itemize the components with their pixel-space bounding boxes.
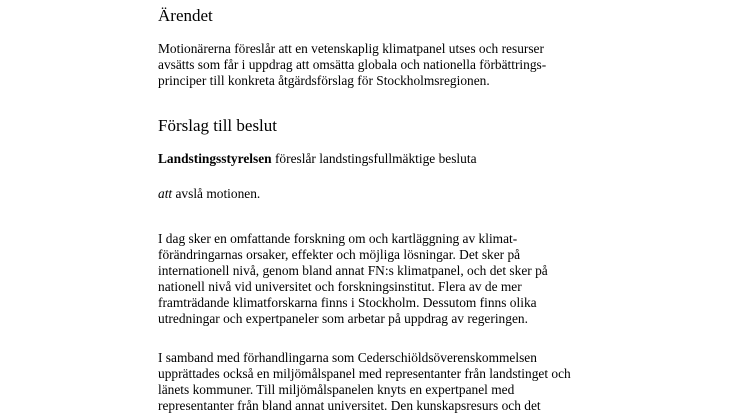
att-word: att xyxy=(158,186,173,201)
att-text: avslå motionen. xyxy=(172,186,261,201)
arendet-line: principer till konkreta åtgärdsförslag för Stockholmsregionen. xyxy=(158,73,490,88)
paragraph-line: upprättades också en miljömålspanel med representanter från landstinget och xyxy=(158,366,571,381)
heading-forslag-till-beslut: Förslag till beslut xyxy=(158,116,277,135)
arendet-line: Motionärerna föreslår att en vetenskaplig klimatpanel utses och resurser xyxy=(158,41,544,56)
decision-text: föreslår landstingsfullmäktige besluta xyxy=(271,151,477,166)
decision-line xyxy=(158,151,477,167)
paragraph-line: internationell nivå, genom bland annat FN:s klimatpanel, och det sker på xyxy=(158,263,548,278)
heading-arendet: Ärendet xyxy=(158,6,213,25)
att-clause xyxy=(158,186,260,202)
paragraph-line: representanter från bland annat universitet. Den kunskapsresurs och det xyxy=(158,398,541,413)
background-paragraph-2 xyxy=(158,350,571,414)
paragraph-line: nationell nivå vid universitet och forskningsinstitut. Flera av de mer xyxy=(158,279,522,294)
decision-actor: Landstingsstyrelsen xyxy=(158,151,272,166)
paragraph-line: I dag sker en omfattande forskning om och kartläggning av klimat- xyxy=(158,231,518,246)
arendet-line: avsätts som får i uppdrag att omsätta globala och nationella förbättrings- xyxy=(158,57,547,72)
background-paragraph-1 xyxy=(158,231,548,327)
paragraph-line: utredningar och expertpaneler som arbetar på uppdrag av regeringen. xyxy=(158,311,528,326)
paragraph-line: framträdande klimatforskarna finns i Stockholm. Dessutom finns olika xyxy=(158,295,537,310)
paragraph-line: förändringarnas orsaker, effekter och möjliga lösningar. Det sker på xyxy=(158,247,521,262)
paragraph-line: länets kommuner. Till miljömålspanelen knyts en expertpanel med xyxy=(158,382,515,397)
paragraph-line: I samband med förhandlingarna som Cederschiöldsöverenskommelsen xyxy=(158,350,537,365)
arendet-paragraph xyxy=(158,41,546,89)
